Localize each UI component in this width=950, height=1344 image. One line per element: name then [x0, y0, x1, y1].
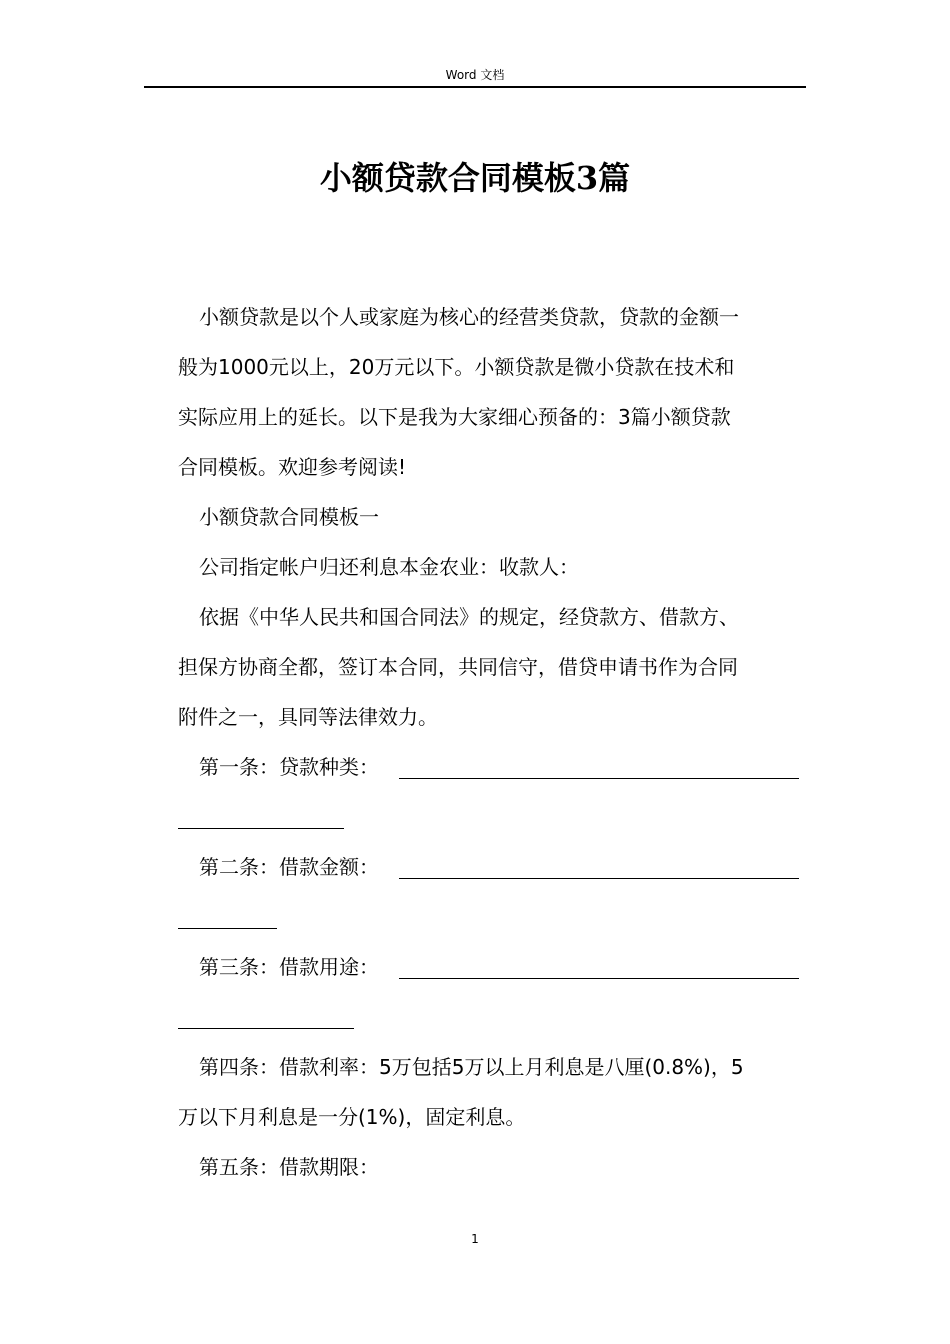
clause-3-continuation — [178, 992, 804, 1042]
header-label: Word 文档 — [445, 68, 505, 82]
clause-3-fill-line — [399, 978, 799, 979]
section-heading: 小额贷款合同模板一 — [199, 505, 379, 529]
document-title: 小额贷款合同模板3篇 — [319, 159, 631, 197]
clause-1-continuation — [178, 792, 804, 842]
clause-5: 第五条：借款期限： — [199, 1155, 379, 1179]
clause-4-line-1: 第四条：借款利率：5万包括5万以上月利息是八厘(0.8%)，5 — [199, 1055, 744, 1079]
clause-4-line-2: 万以下月利息是一分(1%)，固定利息。 — [178, 1105, 526, 1129]
intro-line-4: 合同模板。欢迎参考阅读! — [178, 455, 407, 479]
clause-3 — [178, 942, 804, 992]
clause-1 — [178, 742, 804, 792]
clause-3-label: 第三条：借款用途： — [199, 955, 379, 979]
clause-1-label: 第一条：贷款种类： — [199, 755, 379, 779]
header-rule — [144, 86, 806, 88]
law-line-2: 担保方协商全都，签订本合同，共同信守，借贷申请书作为合同 — [178, 655, 738, 679]
intro-line-1: 小额贷款是以个人或家庭为核心的经营类贷款，贷款的金额一 — [199, 305, 739, 329]
intro-line-3: 实际应用上的延长。以下是我为大家细心预备的：3篇小额贷款 — [178, 405, 731, 429]
law-line-3: 附件之一，具同等法律效力。 — [178, 705, 438, 729]
clause-2-continuation-line — [178, 928, 277, 929]
clause-2 — [178, 842, 804, 892]
account-line: 公司指定帐户归还利息本金农业：收款人： — [199, 555, 579, 579]
clause-2-continuation — [178, 892, 804, 942]
clause-1-fill-line — [399, 778, 799, 779]
law-line-1: 依据《中华人民共和国合同法》的规定，经贷款方、借款方、 — [199, 605, 739, 629]
document-body — [178, 292, 804, 1192]
intro-line-2: 般为1000元以上，20万元以下。小额贷款是微小贷款在技术和 — [178, 355, 735, 379]
clause-2-label: 第二条：借款金额： — [199, 855, 379, 879]
page-header — [144, 66, 806, 84]
clause-1-continuation-line — [178, 828, 344, 829]
clause-2-fill-line — [399, 878, 799, 879]
page-number: 1 — [471, 1232, 479, 1246]
clause-3-continuation-line — [178, 1028, 354, 1029]
